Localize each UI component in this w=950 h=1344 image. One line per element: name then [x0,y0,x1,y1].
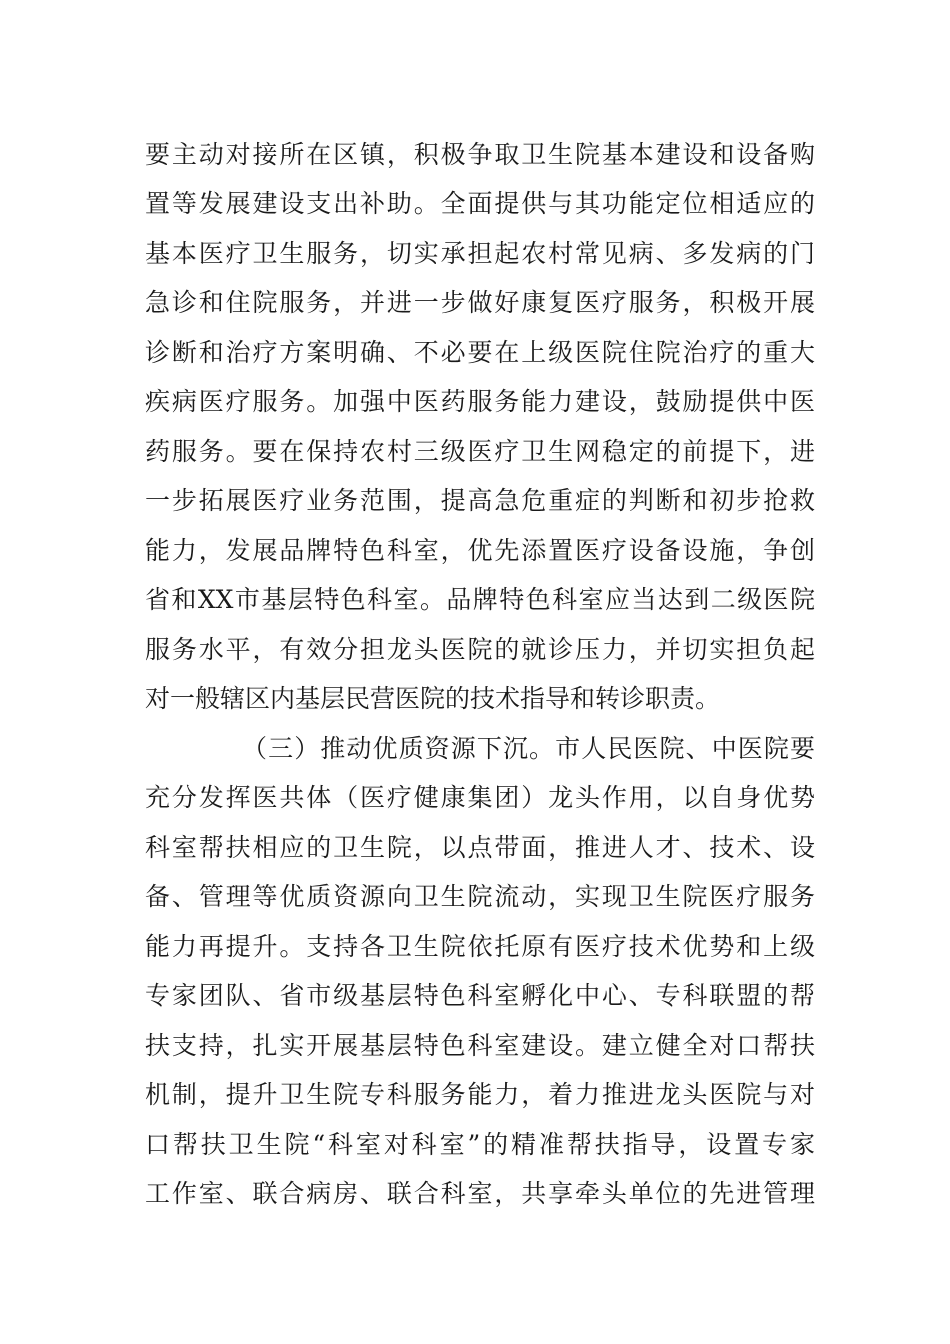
text-line-11: 服务水平，有效分担龙头医院的就诊压力，并切实担负起 [145,635,815,664]
text-line-22: 工作室、联合病房、联合科室，共享牵头单位的先进管理 [145,1179,815,1208]
text-line-2: 置等发展建设支出补助。全面提供与其功能定位相适应的 [145,189,815,218]
text-line-12: 对一般辖区内基层民营医院的技术指导和转诊职责。 [145,684,721,713]
text-line-10: 省和XX市基层特色科室。品牌特色科室应当达到二级医院 [145,585,815,614]
text-line-8: 一步拓展医疗业务范围，提高急危重症的判断和初步抢救 [145,486,815,515]
text-line-19: 扶支持，扎实开展基层特色科室建设。建立健全对口帮扶 [145,1031,815,1060]
text-line-14: 充分发挥医共体（医疗健康集团）龙头作用，以自身优势 [145,783,815,812]
text-line-17: 能力再提升。支持各卫生院依托原有医疗技术优势和上级 [145,932,815,961]
section-heading-line: （三）推动优质资源下沉。市人民医院、中医院要 [242,734,815,763]
text-line-4: 急诊和住院服务，并进一步做好康复医疗服务，积极开展 [145,288,815,317]
text-line-16: 备、管理等优质资源向卫生院流动，实现卫生院医疗服务 [145,882,815,911]
text-line-3: 基本医疗卫生服务，切实承担起农村常见病、多发病的门 [145,239,815,268]
text-line-15: 科室帮扶相应的卫生院，以点带面，推进人才、技术、设 [145,833,815,862]
text-line-6: 疾病医疗服务。加强中医药服务能力建设，鼓励提供中医 [145,387,815,416]
text-line-20: 机制，提升卫生院专科服务能力，着力推进龙头医院与对 [145,1080,815,1109]
text-line-9: 能力，发展品牌特色科室，优先添置医疗设备设施，争创 [145,536,815,565]
text-line-5: 诊断和治疗方案明确、不必要在上级医院住院治疗的重大 [145,338,815,367]
text-line-7: 药服务。要在保持农村三级医疗卫生网稳定的前提下，进 [145,437,815,466]
text-line-18: 专家团队、省市级基层特色科室孵化中心、专科联盟的帮 [145,981,815,1010]
text-line-21: 口帮扶卫生院“科室对科室”的精准帮扶指导，设置专家 [145,1130,815,1159]
text-line-1: 要主动对接所在区镇，积极争取卫生院基本建设和设备购 [145,140,815,169]
